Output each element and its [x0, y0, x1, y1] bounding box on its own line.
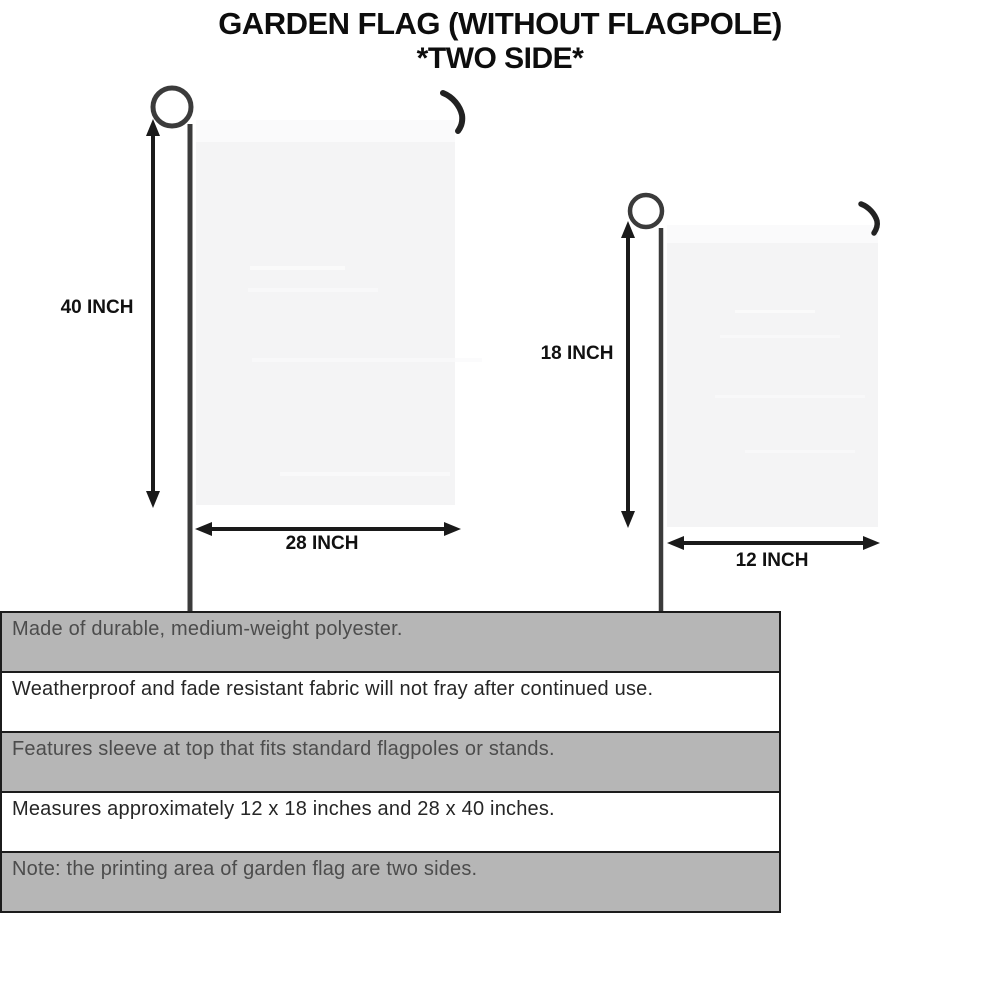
feature-row-material: Made of durable, medium-weight polyester. — [2, 613, 779, 673]
feature-row-weatherproof: Weatherproof and fade resistant fabric will not fray after continued use. — [2, 673, 779, 733]
title-line-2: *TWO SIDE* — [416, 42, 584, 75]
small-flag-width-label: 12 INCH — [735, 550, 809, 571]
feature-row-measurements: Measures approximately 12 x 18 inches and 28 x 40 inches. — [2, 793, 779, 853]
small-flagpole-loop-icon — [630, 195, 662, 227]
large-flagpole-loop-icon — [153, 88, 191, 126]
small-flag-height-arrow — [621, 221, 635, 528]
small-flag-sleeve — [667, 225, 878, 243]
large-flag-height-label: 40 INCH — [60, 297, 134, 318]
large-flag-body — [196, 120, 455, 505]
small-flag-body — [667, 225, 878, 527]
large-flag-sleeve — [196, 120, 455, 142]
feature-table — [0, 611, 781, 913]
large-flag-width-label: 28 INCH — [285, 533, 359, 554]
small-flag-height-label: 18 INCH — [540, 343, 614, 364]
small-flag-width-arrow — [667, 536, 880, 550]
feature-row-note: Note: the printing area of garden flag are two sides. — [2, 853, 779, 911]
title-line-1: GARDEN FLAG (WITHOUT FLAGPOLE) — [218, 6, 782, 41]
feature-row-sleeve: Features sleeve at top that fits standard flagpoles or stands. — [2, 733, 779, 793]
